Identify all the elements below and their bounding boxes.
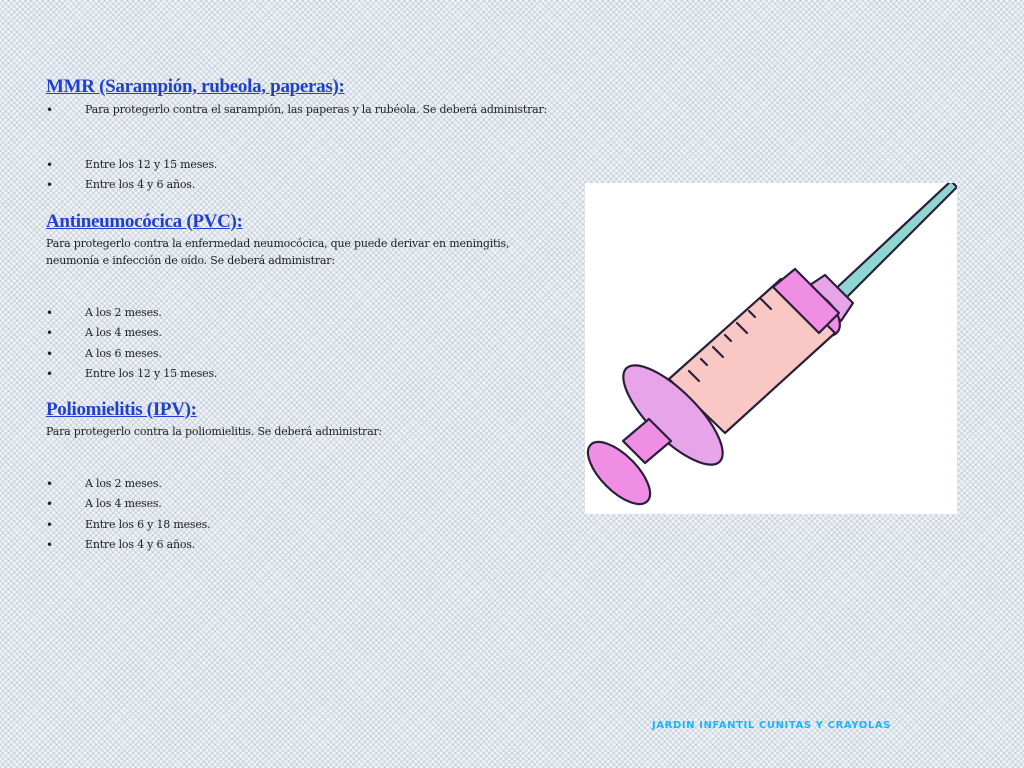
bullet-icon: •: [46, 178, 53, 192]
bullet-icon: •: [46, 367, 53, 381]
list-item: • A los 2 meses.: [46, 474, 556, 495]
syringe-icon: [585, 183, 957, 514]
list-item: • A los 4 meses.: [46, 494, 556, 515]
section-heading-pvc: Antineumocócica (PVC):: [46, 210, 243, 232]
mmr-intro-list: [46, 100, 556, 121]
slide-content: [46, 74, 556, 556]
list-item: • Entre los 12 y 15 meses.: [46, 155, 556, 176]
list-item: • Entre los 4 y 6 años.: [46, 535, 556, 556]
bullet-icon: •: [46, 157, 53, 172]
list-item: • Entre los 12 y 15 meses.: [46, 364, 556, 385]
bullet-icon: •: [46, 103, 53, 117]
bullet-icon: •: [46, 346, 53, 361]
list-item: • A los 4 meses.: [46, 323, 556, 344]
footer-label: JARDIN INFANTIL CUNITAS Y CRAYOLAS: [652, 720, 891, 731]
list-item: • Para protegerlo contra el sarampión, las paperas y la rubéola. Se deberá administrar:: [46, 100, 556, 121]
syringe-illustration: [585, 183, 957, 514]
bullet-icon: •: [46, 476, 53, 491]
section-heading-ipv: Poliomielitis (IPV):: [46, 398, 197, 420]
section-heading-mmr: MMR (Sarampión, rubeola, paperas):: [46, 76, 345, 97]
list-item: • A los 6 meses.: [46, 344, 556, 365]
bullet-icon: •: [46, 305, 53, 320]
bullet-icon: •: [46, 517, 53, 532]
ipv-schedule-list: [46, 474, 556, 556]
ipv-description: Para protegerlo contra la poliomielitis. Se deberá administrar:: [46, 424, 383, 438]
mmr-schedule-list: [46, 155, 556, 196]
bullet-icon: •: [46, 538, 53, 552]
list-item: • A los 2 meses.: [46, 303, 556, 324]
pvc-description: Para protegerlo contra la enfermedad neumocócica, que puede derivar en meningitis, neumonía e infección de oído. Se deberá administrar:: [46, 236, 510, 267]
bullet-icon: •: [46, 497, 53, 511]
list-item: • Entre los 4 y 6 años.: [46, 175, 556, 196]
list-item: • Entre los 6 y 18 meses.: [46, 515, 556, 536]
pvc-schedule-list: [46, 303, 556, 385]
bullet-icon: •: [46, 326, 53, 340]
